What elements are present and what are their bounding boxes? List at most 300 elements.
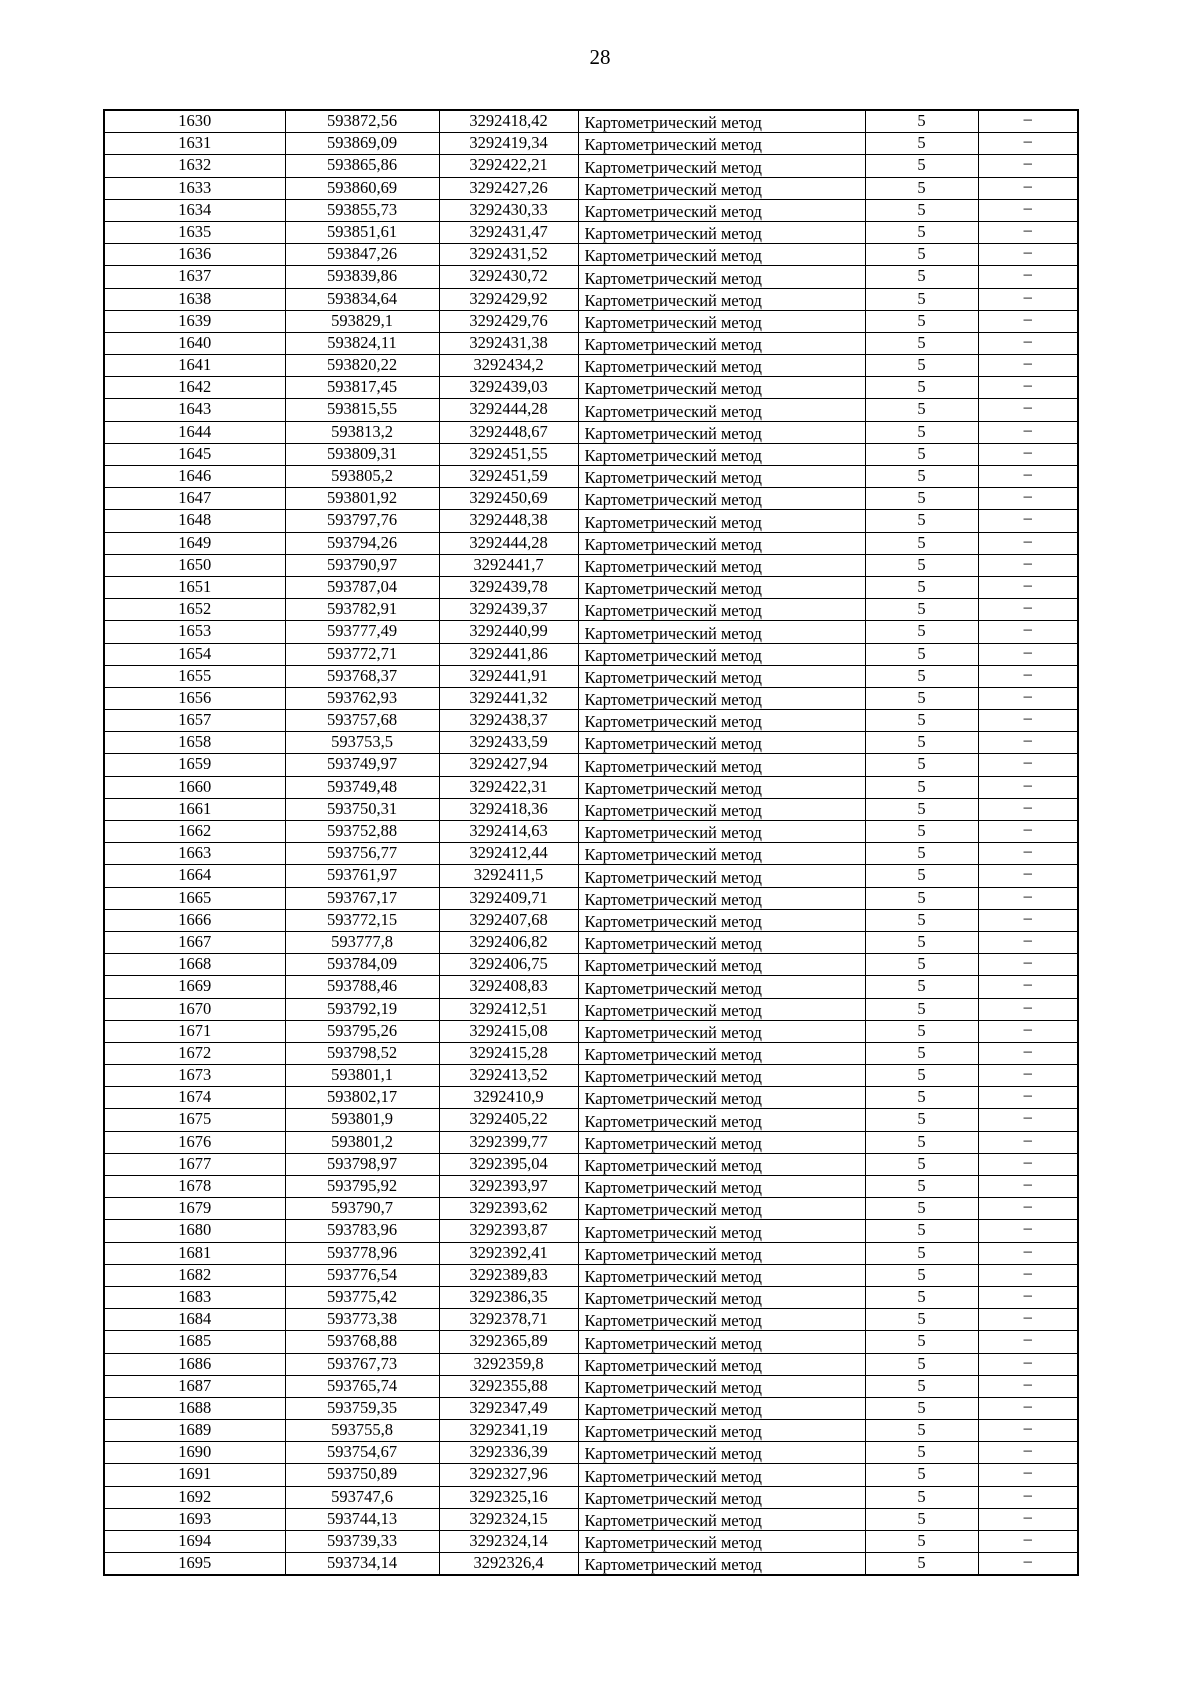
- table-row: [104, 843, 1078, 865]
- accuracy-cell: 5: [865, 643, 978, 665]
- note-cell: –: [978, 576, 1078, 598]
- point-number-cell: 1664: [104, 865, 285, 887]
- note-cell: –: [978, 1508, 1078, 1530]
- point-number-cell: 1636: [104, 244, 285, 266]
- accuracy-cell: 5: [865, 754, 978, 776]
- point-number-cell: 1650: [104, 554, 285, 576]
- x-coordinate-cell: 593839,86: [285, 266, 439, 288]
- point-number-cell: 1680: [104, 1220, 285, 1242]
- x-coordinate-cell: 593768,37: [285, 665, 439, 687]
- note-cell: –: [978, 1420, 1078, 1442]
- x-coordinate-cell: 593756,77: [285, 843, 439, 865]
- x-coordinate-cell: 593798,97: [285, 1153, 439, 1175]
- page-number: 28: [589, 45, 611, 69]
- method-cell: Картометрический метод: [578, 399, 865, 421]
- note-cell: –: [978, 443, 1078, 465]
- y-coordinate-cell: 3292431,52: [439, 244, 578, 266]
- method-cell: Картометрический метод: [578, 754, 865, 776]
- x-coordinate-cell: 593855,73: [285, 199, 439, 221]
- table-row: [104, 199, 1078, 221]
- method-cell: Картометрический метод: [578, 1153, 865, 1175]
- note-cell: –: [978, 488, 1078, 510]
- accuracy-cell: 5: [865, 821, 978, 843]
- accuracy-cell: 5: [865, 1109, 978, 1131]
- x-coordinate-cell: 593801,2: [285, 1131, 439, 1153]
- x-coordinate-cell: 593872,56: [285, 110, 439, 133]
- note-cell: –: [978, 821, 1078, 843]
- x-coordinate-cell: 593798,52: [285, 1042, 439, 1064]
- accuracy-cell: 5: [865, 177, 978, 199]
- x-coordinate-cell: 593795,92: [285, 1176, 439, 1198]
- method-cell: Картометрический метод: [578, 687, 865, 709]
- y-coordinate-cell: 3292431,47: [439, 221, 578, 243]
- note-cell: –: [978, 1087, 1078, 1109]
- y-coordinate-cell: 3292431,38: [439, 332, 578, 354]
- point-number-cell: 1654: [104, 643, 285, 665]
- point-number-cell: 1677: [104, 1153, 285, 1175]
- point-number-cell: 1691: [104, 1464, 285, 1486]
- point-number-cell: 1672: [104, 1042, 285, 1064]
- x-coordinate-cell: 593788,46: [285, 976, 439, 998]
- note-cell: –: [978, 976, 1078, 998]
- table-row: [104, 1508, 1078, 1530]
- point-number-cell: 1688: [104, 1397, 285, 1419]
- point-number-cell: 1675: [104, 1109, 285, 1131]
- method-cell: Картометрический метод: [578, 1331, 865, 1353]
- table-row: [104, 576, 1078, 598]
- point-number-cell: 1679: [104, 1198, 285, 1220]
- point-number-cell: 1685: [104, 1331, 285, 1353]
- accuracy-cell: 5: [865, 1042, 978, 1064]
- x-coordinate-cell: 593755,8: [285, 1420, 439, 1442]
- point-number-cell: 1652: [104, 599, 285, 621]
- method-cell: Картометрический метод: [578, 931, 865, 953]
- table-row: [104, 1353, 1078, 1375]
- accuracy-cell: 5: [865, 1553, 978, 1576]
- note-cell: –: [978, 399, 1078, 421]
- y-coordinate-cell: 3292393,97: [439, 1176, 578, 1198]
- accuracy-cell: 5: [865, 532, 978, 554]
- table-row: [104, 443, 1078, 465]
- table-row: [104, 488, 1078, 510]
- note-cell: –: [978, 1286, 1078, 1308]
- accuracy-cell: 5: [865, 1309, 978, 1331]
- method-cell: Картометрический метод: [578, 776, 865, 798]
- note-cell: –: [978, 155, 1078, 177]
- note-cell: –: [978, 1486, 1078, 1508]
- table-row: [104, 1020, 1078, 1042]
- y-coordinate-cell: 3292393,62: [439, 1198, 578, 1220]
- table-row: [104, 732, 1078, 754]
- table-row: [104, 599, 1078, 621]
- point-number-cell: 1657: [104, 710, 285, 732]
- coordinates-table-body: [104, 110, 1078, 1575]
- point-number-cell: 1641: [104, 355, 285, 377]
- method-cell: Картометрический метод: [578, 1109, 865, 1131]
- note-cell: –: [978, 199, 1078, 221]
- point-number-cell: 1630: [104, 110, 285, 133]
- y-coordinate-cell: 3292399,77: [439, 1131, 578, 1153]
- x-coordinate-cell: 593753,5: [285, 732, 439, 754]
- x-coordinate-cell: 593752,88: [285, 821, 439, 843]
- method-cell: Картометрический метод: [578, 1553, 865, 1576]
- table-row: [104, 1042, 1078, 1064]
- point-number-cell: 1678: [104, 1176, 285, 1198]
- note-cell: –: [978, 954, 1078, 976]
- table-row: [104, 1286, 1078, 1308]
- point-number-cell: 1693: [104, 1508, 285, 1530]
- note-cell: –: [978, 1309, 1078, 1331]
- x-coordinate-cell: 593747,6: [285, 1486, 439, 1508]
- accuracy-cell: 5: [865, 1198, 978, 1220]
- accuracy-cell: 5: [865, 1286, 978, 1308]
- note-cell: –: [978, 110, 1078, 133]
- accuracy-cell: 5: [865, 1020, 978, 1042]
- y-coordinate-cell: 3292378,71: [439, 1309, 578, 1331]
- method-cell: Картометрический метод: [578, 221, 865, 243]
- table-row: [104, 1109, 1078, 1131]
- y-coordinate-cell: 3292411,5: [439, 865, 578, 887]
- x-coordinate-cell: 593782,91: [285, 599, 439, 621]
- table-row: [104, 510, 1078, 532]
- method-cell: Картометрический метод: [578, 1220, 865, 1242]
- point-number-cell: 1663: [104, 843, 285, 865]
- x-coordinate-cell: 593783,96: [285, 1220, 439, 1242]
- x-coordinate-cell: 593754,67: [285, 1442, 439, 1464]
- point-number-cell: 1682: [104, 1264, 285, 1286]
- point-number-cell: 1665: [104, 887, 285, 909]
- accuracy-cell: 5: [865, 244, 978, 266]
- point-number-cell: 1655: [104, 665, 285, 687]
- note-cell: –: [978, 288, 1078, 310]
- accuracy-cell: 5: [865, 133, 978, 155]
- note-cell: –: [978, 421, 1078, 443]
- note-cell: –: [978, 1353, 1078, 1375]
- y-coordinate-cell: 3292439,78: [439, 576, 578, 598]
- note-cell: –: [978, 931, 1078, 953]
- method-cell: Картометрический метод: [578, 244, 865, 266]
- point-number-cell: 1660: [104, 776, 285, 798]
- note-cell: –: [978, 887, 1078, 909]
- x-coordinate-cell: 593762,93: [285, 687, 439, 709]
- method-cell: Картометрический метод: [578, 1375, 865, 1397]
- point-number-cell: 1639: [104, 310, 285, 332]
- y-coordinate-cell: 3292419,34: [439, 133, 578, 155]
- x-coordinate-cell: 593757,68: [285, 710, 439, 732]
- table-row: [104, 1375, 1078, 1397]
- y-coordinate-cell: 3292441,32: [439, 687, 578, 709]
- table-row: [104, 1153, 1078, 1175]
- accuracy-cell: 5: [865, 1442, 978, 1464]
- x-coordinate-cell: 593795,26: [285, 1020, 439, 1042]
- point-number-cell: 1643: [104, 399, 285, 421]
- point-number-cell: 1645: [104, 443, 285, 465]
- table-row: [104, 909, 1078, 931]
- method-cell: Картометрический метод: [578, 1065, 865, 1087]
- method-cell: Картометрический метод: [578, 843, 865, 865]
- point-number-cell: 1690: [104, 1442, 285, 1464]
- note-cell: –: [978, 221, 1078, 243]
- point-number-cell: 1661: [104, 798, 285, 820]
- point-number-cell: 1683: [104, 1286, 285, 1308]
- accuracy-cell: 5: [865, 421, 978, 443]
- table-row: [104, 1531, 1078, 1553]
- x-coordinate-cell: 593801,1: [285, 1065, 439, 1087]
- x-coordinate-cell: 593761,97: [285, 865, 439, 887]
- method-cell: Картометрический метод: [578, 1309, 865, 1331]
- y-coordinate-cell: 3292450,69: [439, 488, 578, 510]
- table-row: [104, 1331, 1078, 1353]
- note-cell: –: [978, 377, 1078, 399]
- method-cell: Картометрический метод: [578, 1042, 865, 1064]
- x-coordinate-cell: 593801,9: [285, 1109, 439, 1131]
- x-coordinate-cell: 593784,09: [285, 954, 439, 976]
- note-cell: –: [978, 776, 1078, 798]
- x-coordinate-cell: 593820,22: [285, 355, 439, 377]
- table-row: [104, 621, 1078, 643]
- coordinates-table: [103, 109, 1079, 1576]
- y-coordinate-cell: 3292365,89: [439, 1331, 578, 1353]
- note-cell: –: [978, 1464, 1078, 1486]
- x-coordinate-cell: 593772,71: [285, 643, 439, 665]
- accuracy-cell: 5: [865, 554, 978, 576]
- y-coordinate-cell: 3292325,16: [439, 1486, 578, 1508]
- accuracy-cell: 5: [865, 510, 978, 532]
- accuracy-cell: 5: [865, 1375, 978, 1397]
- table-row: [104, 133, 1078, 155]
- y-coordinate-cell: 3292422,31: [439, 776, 578, 798]
- y-coordinate-cell: 3292444,28: [439, 399, 578, 421]
- method-cell: Картометрический метод: [578, 554, 865, 576]
- x-coordinate-cell: 593860,69: [285, 177, 439, 199]
- method-cell: Картометрический метод: [578, 1286, 865, 1308]
- x-coordinate-cell: 593834,64: [285, 288, 439, 310]
- method-cell: Картометрический метод: [578, 1508, 865, 1530]
- note-cell: –: [978, 643, 1078, 665]
- method-cell: Картометрический метод: [578, 798, 865, 820]
- method-cell: Картометрический метод: [578, 1264, 865, 1286]
- table-row: [104, 1442, 1078, 1464]
- y-coordinate-cell: 3292441,91: [439, 665, 578, 687]
- x-coordinate-cell: 593778,96: [285, 1242, 439, 1264]
- point-number-cell: 1681: [104, 1242, 285, 1264]
- table-row: [104, 1220, 1078, 1242]
- x-coordinate-cell: 593865,86: [285, 155, 439, 177]
- x-coordinate-cell: 593829,1: [285, 310, 439, 332]
- x-coordinate-cell: 593805,2: [285, 466, 439, 488]
- table-row: [104, 532, 1078, 554]
- method-cell: Картометрический метод: [578, 510, 865, 532]
- table-row: [104, 310, 1078, 332]
- x-coordinate-cell: 593797,76: [285, 510, 439, 532]
- table-row: [104, 1397, 1078, 1419]
- table-row: [104, 1486, 1078, 1508]
- method-cell: Картометрический метод: [578, 1020, 865, 1042]
- note-cell: –: [978, 1264, 1078, 1286]
- table-row: [104, 1176, 1078, 1198]
- accuracy-cell: 5: [865, 710, 978, 732]
- x-coordinate-cell: 593851,61: [285, 221, 439, 243]
- note-cell: –: [978, 1220, 1078, 1242]
- y-coordinate-cell: 3292392,41: [439, 1242, 578, 1264]
- x-coordinate-cell: 593749,48: [285, 776, 439, 798]
- point-number-cell: 1649: [104, 532, 285, 554]
- accuracy-cell: 5: [865, 576, 978, 598]
- table-row: [104, 1131, 1078, 1153]
- table-row: [104, 887, 1078, 909]
- y-coordinate-cell: 3292413,52: [439, 1065, 578, 1087]
- note-cell: –: [978, 599, 1078, 621]
- y-coordinate-cell: 3292389,83: [439, 1264, 578, 1286]
- accuracy-cell: 5: [865, 1486, 978, 1508]
- table-row: [104, 1087, 1078, 1109]
- method-cell: Картометрический метод: [578, 532, 865, 554]
- point-number-cell: 1673: [104, 1065, 285, 1087]
- point-number-cell: 1695: [104, 1553, 285, 1576]
- accuracy-cell: 5: [865, 332, 978, 354]
- x-coordinate-cell: 593790,97: [285, 554, 439, 576]
- table-row: [104, 976, 1078, 998]
- point-number-cell: 1640: [104, 332, 285, 354]
- y-coordinate-cell: 3292414,63: [439, 821, 578, 843]
- point-number-cell: 1646: [104, 466, 285, 488]
- x-coordinate-cell: 593775,42: [285, 1286, 439, 1308]
- method-cell: Картометрический метод: [578, 266, 865, 288]
- accuracy-cell: 5: [865, 199, 978, 221]
- point-number-cell: 1633: [104, 177, 285, 199]
- method-cell: Картометрический метод: [578, 732, 865, 754]
- note-cell: –: [978, 1042, 1078, 1064]
- point-number-cell: 1686: [104, 1353, 285, 1375]
- x-coordinate-cell: 593773,38: [285, 1309, 439, 1331]
- x-coordinate-cell: 593772,15: [285, 909, 439, 931]
- y-coordinate-cell: 3292427,26: [439, 177, 578, 199]
- table-row: [104, 466, 1078, 488]
- x-coordinate-cell: 593749,97: [285, 754, 439, 776]
- table-row: [104, 177, 1078, 199]
- accuracy-cell: 5: [865, 909, 978, 931]
- table-row: [104, 754, 1078, 776]
- point-number-cell: 1648: [104, 510, 285, 532]
- method-cell: Картометрический метод: [578, 1531, 865, 1553]
- x-coordinate-cell: 593767,17: [285, 887, 439, 909]
- y-coordinate-cell: 3292418,36: [439, 798, 578, 820]
- accuracy-cell: 5: [865, 310, 978, 332]
- point-number-cell: 1638: [104, 288, 285, 310]
- point-number-cell: 1662: [104, 821, 285, 843]
- y-coordinate-cell: 3292448,38: [439, 510, 578, 532]
- table-row: [104, 998, 1078, 1020]
- table-row: [104, 821, 1078, 843]
- point-number-cell: 1670: [104, 998, 285, 1020]
- accuracy-cell: 5: [865, 288, 978, 310]
- x-coordinate-cell: 593734,14: [285, 1553, 439, 1576]
- method-cell: Картометрический метод: [578, 310, 865, 332]
- y-coordinate-cell: 3292386,35: [439, 1286, 578, 1308]
- table-row: [104, 931, 1078, 953]
- method-cell: Картометрический метод: [578, 865, 865, 887]
- x-coordinate-cell: 593744,13: [285, 1508, 439, 1530]
- y-coordinate-cell: 3292451,59: [439, 466, 578, 488]
- point-number-cell: 1659: [104, 754, 285, 776]
- accuracy-cell: 5: [865, 998, 978, 1020]
- accuracy-cell: 5: [865, 954, 978, 976]
- accuracy-cell: 5: [865, 466, 978, 488]
- point-number-cell: 1651: [104, 576, 285, 598]
- x-coordinate-cell: 593813,2: [285, 421, 439, 443]
- point-number-cell: 1632: [104, 155, 285, 177]
- accuracy-cell: 5: [865, 488, 978, 510]
- accuracy-cell: 5: [865, 665, 978, 687]
- note-cell: –: [978, 332, 1078, 354]
- note-cell: –: [978, 843, 1078, 865]
- accuracy-cell: 5: [865, 443, 978, 465]
- table-row: [104, 244, 1078, 266]
- y-coordinate-cell: 3292451,55: [439, 443, 578, 465]
- table-row: [104, 1309, 1078, 1331]
- method-cell: Картометрический метод: [578, 576, 865, 598]
- method-cell: Картометрический метод: [578, 199, 865, 221]
- method-cell: Картометрический метод: [578, 621, 865, 643]
- note-cell: –: [978, 510, 1078, 532]
- note-cell: –: [978, 310, 1078, 332]
- method-cell: Картометрический метод: [578, 821, 865, 843]
- y-coordinate-cell: 3292430,72: [439, 266, 578, 288]
- accuracy-cell: 5: [865, 1065, 978, 1087]
- method-cell: Картометрический метод: [578, 887, 865, 909]
- y-coordinate-cell: 3292415,08: [439, 1020, 578, 1042]
- note-cell: –: [978, 266, 1078, 288]
- point-number-cell: 1642: [104, 377, 285, 399]
- x-coordinate-cell: 593790,7: [285, 1198, 439, 1220]
- y-coordinate-cell: 3292395,04: [439, 1153, 578, 1175]
- note-cell: –: [978, 1242, 1078, 1264]
- x-coordinate-cell: 593792,19: [285, 998, 439, 1020]
- point-number-cell: 1694: [104, 1531, 285, 1553]
- table-row: [104, 776, 1078, 798]
- table-row: [104, 1065, 1078, 1087]
- table-row: [104, 1420, 1078, 1442]
- table-row: [104, 266, 1078, 288]
- method-cell: Картометрический метод: [578, 599, 865, 621]
- accuracy-cell: 5: [865, 1176, 978, 1198]
- note-cell: –: [978, 1198, 1078, 1220]
- y-coordinate-cell: 3292410,9: [439, 1087, 578, 1109]
- accuracy-cell: 5: [865, 399, 978, 421]
- x-coordinate-cell: 593739,33: [285, 1531, 439, 1553]
- point-number-cell: 1687: [104, 1375, 285, 1397]
- method-cell: Картометрический метод: [578, 155, 865, 177]
- method-cell: Картометрический метод: [578, 1242, 865, 1264]
- y-coordinate-cell: 3292422,21: [439, 155, 578, 177]
- method-cell: Картометрический метод: [578, 421, 865, 443]
- y-coordinate-cell: 3292327,96: [439, 1464, 578, 1486]
- y-coordinate-cell: 3292429,92: [439, 288, 578, 310]
- accuracy-cell: 5: [865, 155, 978, 177]
- method-cell: Картометрический метод: [578, 177, 865, 199]
- note-cell: –: [978, 244, 1078, 266]
- accuracy-cell: 5: [865, 1331, 978, 1353]
- point-number-cell: 1692: [104, 1486, 285, 1508]
- y-coordinate-cell: 3292415,28: [439, 1042, 578, 1064]
- x-coordinate-cell: 593824,11: [285, 332, 439, 354]
- table-row: [104, 110, 1078, 133]
- point-number-cell: 1637: [104, 266, 285, 288]
- table-row: [104, 399, 1078, 421]
- point-number-cell: 1668: [104, 954, 285, 976]
- note-cell: –: [978, 554, 1078, 576]
- note-cell: –: [978, 355, 1078, 377]
